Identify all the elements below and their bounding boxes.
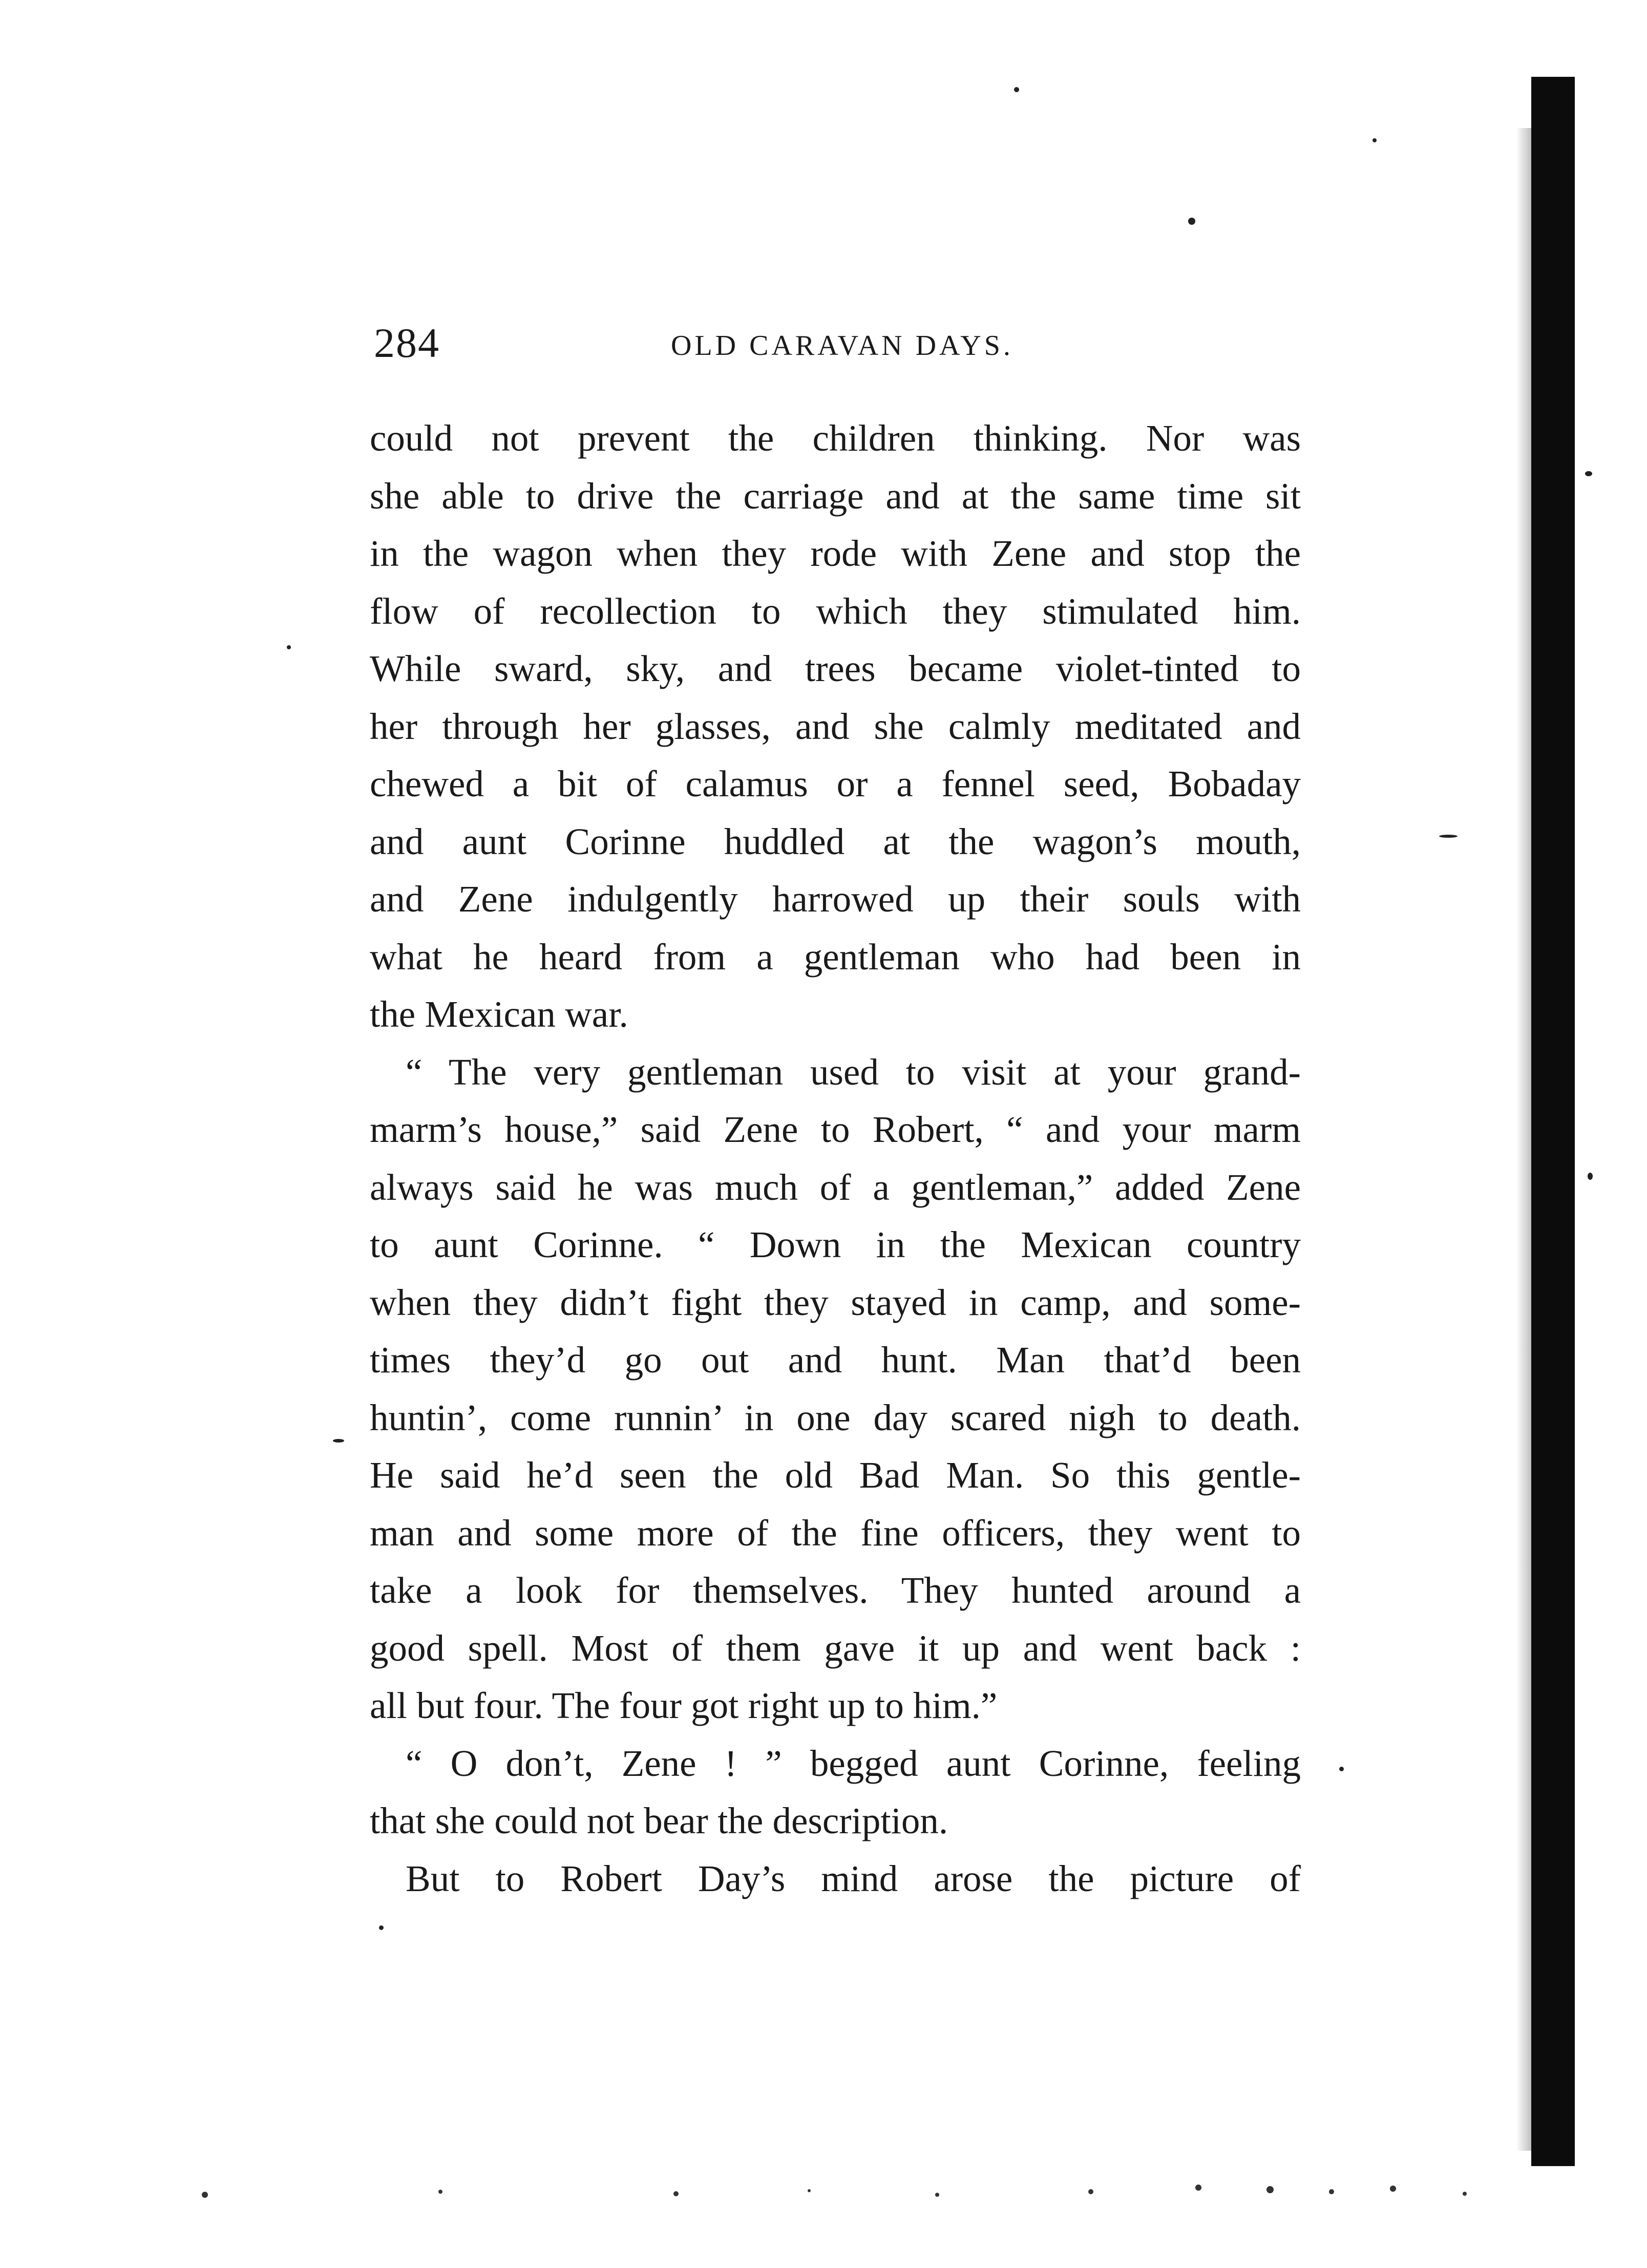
text-line: the Mexican war. [370,993,628,1035]
text-line: that she could not bear the description. [370,1800,948,1841]
page-header [374,307,1347,379]
scan-speck [1439,835,1458,838]
binding-shadow [1516,128,1531,2151]
text-line: what he heard from a gentleman who had been in [370,936,1301,978]
page-number: 284 [374,320,440,366]
text-line: times they’d go out and hunt. Man that’d been [370,1339,1301,1381]
body-text [370,410,1301,1907]
text-line: her through her glasses, and she calmly meditated and [370,705,1301,747]
scan-speck [333,1439,344,1443]
text-line: she able to drive the carriage and at the same time sit [370,475,1301,517]
text-line: when they didn’t fight they stayed in camp, and some- [370,1281,1301,1323]
text-line: “ O don’t, Zene ! ” begged aunt Corinne, feeling [406,1742,1301,1784]
scan-speck [287,645,291,649]
text-line: and Zene indulgently harrowed up their souls with [370,878,1301,920]
running-head: OLD CARAVAN DAYS. [671,330,1013,362]
text-line: and aunt Corinne huddled at the wagon’s mouth, [370,820,1301,862]
text-line: chewed a bit of calamus or a fennel seed, Bobaday [370,763,1301,804]
text-line: good spell. Most of them gave it up and went back : [370,1627,1301,1669]
scan-speck [1188,218,1195,225]
text-line: in the wagon when they rode with Zene and stop the [370,533,1301,574]
text-line: He said he’d seen the old Bad Man. So this gentle- [370,1454,1301,1496]
scan-speck [1014,87,1019,92]
scan-speck [379,1925,384,1930]
book-binding-edge [1531,77,1575,2166]
text-line: huntin’, come runnin’ in one day scared nigh to death. [370,1396,1301,1438]
scan-speck [1585,471,1592,476]
text-line: But to Robert Day’s mind arose the picture of [406,1857,1301,1899]
text-line: always said he was much of a gentleman,” added Zene [370,1166,1301,1208]
text-line: flow of recollection to which they stimulated him. [370,590,1301,632]
scan-speck [1588,1173,1593,1180]
text-line: marm’s house,” said Zene to Robert, “ and your marm [370,1109,1301,1150]
text-line: all but four. The four got right up to him.” [370,1685,998,1726]
text-line: man and some more of the fine officers, they went to [370,1512,1301,1554]
scan-speck [1372,138,1377,142]
text-line: While sward, sky, and trees became violet-tinted to [370,648,1301,689]
text-line: “ The very gentleman used to visit at your grand- [406,1051,1301,1093]
text-line: to aunt Corinne. “ Down in the Mexican country [370,1224,1301,1265]
scan-speck [1339,1767,1344,1771]
scan-noise-bottom [41,2176,1526,2207]
text-line: take a look for themselves. They hunted around a [370,1570,1301,1611]
text-line: could not prevent the children thinking. Nor was [370,417,1301,459]
